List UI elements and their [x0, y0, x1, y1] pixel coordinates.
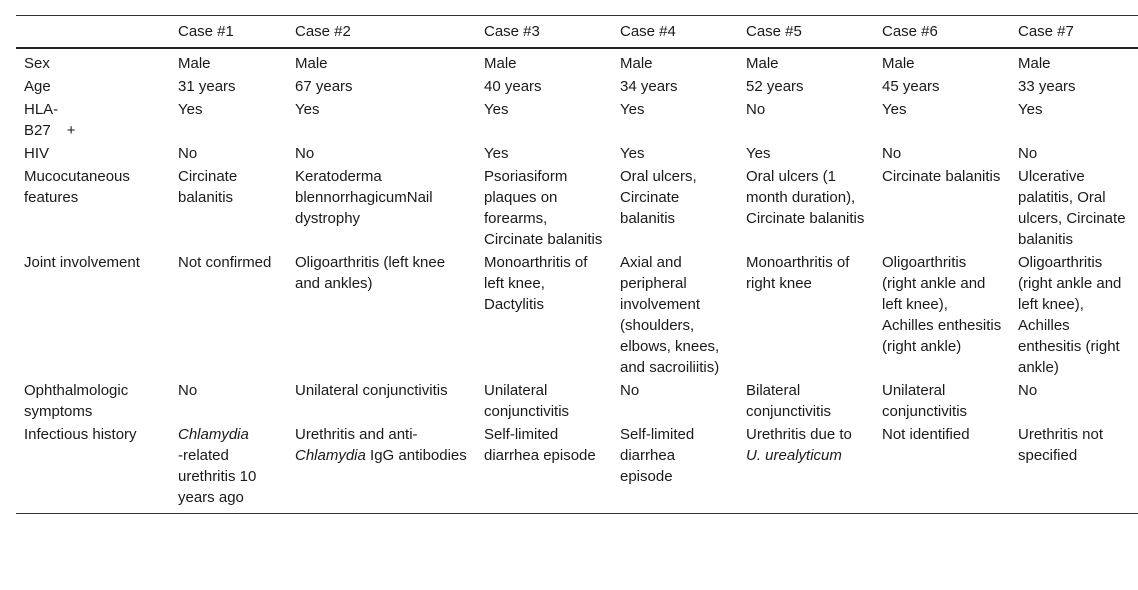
row-label: Age [24, 78, 51, 95]
header-case-4: Case #4 [620, 23, 676, 40]
header-case-5: Case #5 [746, 23, 802, 40]
table-cell: Male [178, 55, 211, 72]
table-cell: Yes [484, 101, 509, 118]
table-cell: Urethritis not specified [1018, 426, 1104, 464]
table-cell: Monoarthritis of left knee, Dactylitis [484, 254, 588, 313]
table-cell: Urethritis and anti-Chlamydia IgG antibodies [295, 426, 467, 464]
case-table [16, 15, 1138, 514]
table-row [16, 75, 1138, 98]
table-cell: 40 years [484, 78, 542, 95]
table-cell: Bilateral conjunctivitis [746, 382, 832, 420]
table-cell: No [178, 145, 198, 162]
row-label: Mucocutaneous features [24, 168, 130, 206]
table-cell: Male [295, 55, 328, 72]
row-label: HLA- B27 + [24, 101, 76, 139]
table-cell: Yes [746, 145, 771, 162]
table-cell: 67 years [295, 78, 353, 95]
table-cell: No [746, 101, 766, 118]
table-cell: Monoarthritis of right knee [746, 254, 850, 292]
table-row [16, 48, 1138, 75]
table-row [16, 251, 1138, 379]
table-cell: Oligoarthritis (right ankle and left knee), Achilles enthesitis (right ankle) [1018, 254, 1122, 376]
table-cell: No [1018, 382, 1038, 399]
table-cell: Male [746, 55, 779, 72]
table-cell: Oral ulcers, Circinate balanitis [620, 168, 697, 227]
row-label: Joint involvement [24, 254, 140, 271]
table-cell: Yes [882, 101, 907, 118]
row-label: Sex [24, 55, 50, 72]
table-cell: Circinate balanitis [178, 168, 238, 206]
table-cell: Unilateral conjunctivitis [295, 382, 448, 399]
table-cell: Unilateral conjunctivitis [484, 382, 570, 420]
table-cell: Oral ulcers (1 month duration), Circinate balanitis [746, 168, 865, 227]
table-cell: No [1018, 145, 1038, 162]
table-cell: Male [620, 55, 653, 72]
header-case-3: Case #3 [484, 23, 540, 40]
table-cell: 52 years [746, 78, 804, 95]
table-cell: No [882, 145, 902, 162]
table-cell: Yes [484, 145, 509, 162]
table-cell: Chlamydia -related urethritis 10 years ago [178, 426, 257, 506]
table-body [16, 48, 1138, 514]
table-cell: Axial and peripheral involvement (shoulders, elbows, knees, and sacroiliitis) [620, 254, 720, 376]
header-case-7: Case #7 [1018, 23, 1074, 40]
table-cell: No [620, 382, 640, 399]
table-cell: Circinate balanitis [882, 168, 1001, 185]
header-blank [16, 16, 170, 49]
row-label: Infectious history [24, 426, 137, 443]
table-cell: Self-limited diarrhea episode [484, 426, 596, 464]
table-row [16, 423, 1138, 514]
table-row [16, 165, 1138, 251]
table-cell: Yes [620, 145, 645, 162]
table-cell: Not identified [882, 426, 970, 443]
table-cell: Yes [178, 101, 203, 118]
table-row [16, 379, 1138, 423]
table-cell: No [295, 145, 315, 162]
table-cell: 33 years [1018, 78, 1076, 95]
header-case-2: Case #2 [295, 23, 351, 40]
table-cell: 45 years [882, 78, 940, 95]
header-case-1: Case #1 [178, 23, 234, 40]
header-row [16, 16, 1138, 49]
row-label: Ophthalmologic symptoms [24, 382, 129, 420]
table-row [16, 142, 1138, 165]
table-row [16, 98, 1138, 142]
table-cell: Keratoderma blennorrhagicumNail dystrophy [295, 168, 433, 227]
table-cell: No [178, 382, 198, 399]
table-cell: Psoriasiform plaques on forearms, Circinate balanitis [484, 168, 603, 248]
table-cell: Unilateral conjunctivitis [882, 382, 968, 420]
table-cell: Yes [1018, 101, 1043, 118]
table-cell: Oligoarthritis (right ankle and left knee), Achilles enthesitis (right ankle) [882, 254, 1002, 355]
table-cell: Male [1018, 55, 1051, 72]
row-label: HIV [24, 145, 50, 162]
table-cell: Male [484, 55, 517, 72]
table-cell: Not confirmed [178, 254, 272, 271]
table-cell: 31 years [178, 78, 236, 95]
table-cell: Urethritis due to U. urealyticum [746, 426, 852, 464]
table-cell: Yes [620, 101, 645, 118]
table-cell: Self-limited diarrhea episode [620, 426, 695, 485]
header-case-6: Case #6 [882, 23, 938, 40]
table-cell: Oligoarthritis (left knee and ankles) [295, 254, 446, 292]
table-cell: Male [882, 55, 915, 72]
table-cell: 34 years [620, 78, 678, 95]
table-cell: Ulcerative palatitis, Oral ulcers, Circinate balanitis [1018, 168, 1126, 248]
table-cell: Yes [295, 101, 320, 118]
